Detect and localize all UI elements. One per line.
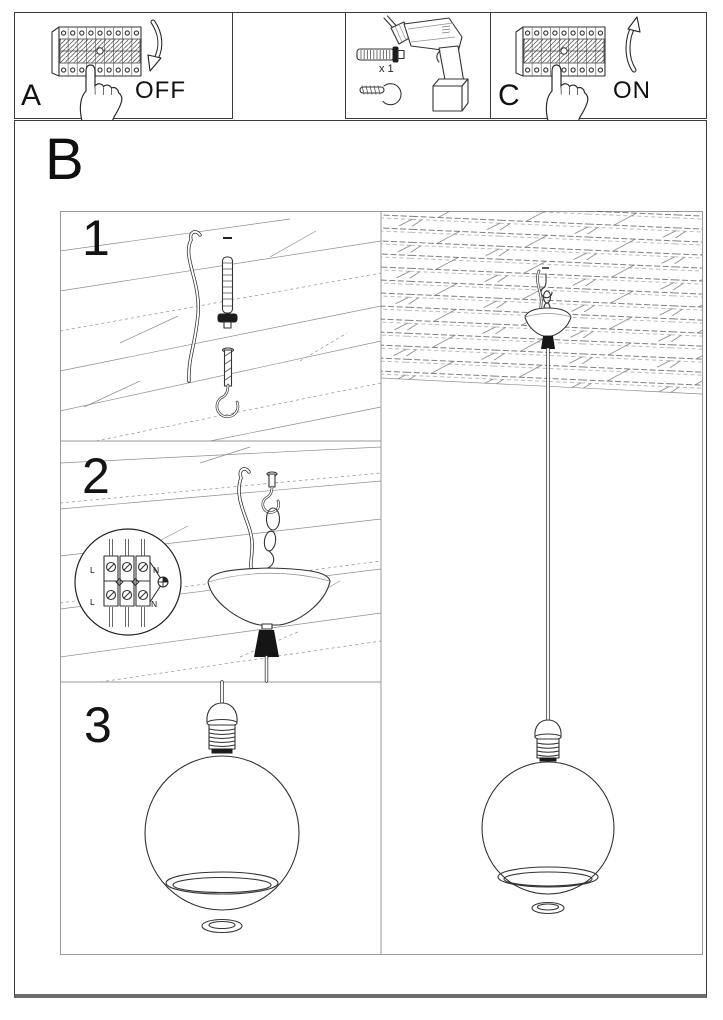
terminal-block	[104, 556, 150, 606]
panel-tools	[345, 12, 491, 119]
section-b-label: B	[45, 127, 84, 192]
diagram-area	[60, 211, 703, 955]
retaining-ring-drawing	[202, 920, 242, 933]
cord-grip	[541, 336, 555, 349]
step-1-panel	[60, 210, 381, 441]
off-label: OFF	[135, 77, 186, 104]
hanging-cable-drawing	[239, 469, 252, 572]
wire-label-live-top: L	[90, 565, 95, 575]
wire-label-neutral-bottom: N	[151, 599, 158, 609]
tools-drawing	[346, 13, 492, 120]
step-2-panel	[60, 447, 381, 682]
panel-a-drawing	[15, 13, 234, 120]
section-a-label: A	[21, 79, 42, 112]
glass-sphere-drawing	[482, 762, 614, 894]
anchor-quantity-label: x 1	[379, 63, 394, 75]
wiring-detail-circle	[75, 529, 181, 635]
hanging-loop-drawing	[263, 508, 279, 568]
lamp-socket-drawing	[535, 720, 561, 761]
wall-plug-icon	[218, 238, 237, 328]
retaining-ring-drawing	[532, 903, 564, 914]
installed-lamp-panel	[381, 211, 702, 914]
panel-a-power-off	[14, 12, 233, 119]
panel-c-power-on	[490, 12, 707, 119]
circuit-breaker-icon	[52, 27, 141, 76]
arrow-down-icon	[148, 22, 161, 71]
glass-sphere-drawing	[145, 756, 299, 910]
on-label: ON	[613, 77, 651, 104]
hanging-cable-drawing	[189, 232, 200, 381]
lamp-socket-drawing	[207, 703, 237, 753]
section-c-label: C	[498, 79, 520, 112]
wall-plug-icon	[357, 47, 404, 62]
hook-screw-icon	[263, 472, 279, 512]
panel-c-drawing	[491, 13, 708, 120]
wire-label-neutral-top: N	[153, 565, 160, 575]
arrow-up-icon	[628, 17, 640, 70]
step-3-panel	[84, 682, 299, 933]
step-3-number: 3	[84, 697, 112, 753]
drill-icon	[384, 16, 468, 111]
step-2-number: 2	[82, 448, 110, 504]
step-1-number: 1	[82, 210, 110, 266]
hook-screw-icon	[217, 348, 238, 417]
wire-label-live-bottom: L	[90, 597, 95, 607]
canopy-drawing	[208, 568, 330, 681]
hook-screw-icon	[360, 84, 401, 105]
top-border-line	[233, 12, 345, 13]
cord-grip	[254, 630, 279, 657]
ground-symbol-icon	[158, 577, 168, 587]
